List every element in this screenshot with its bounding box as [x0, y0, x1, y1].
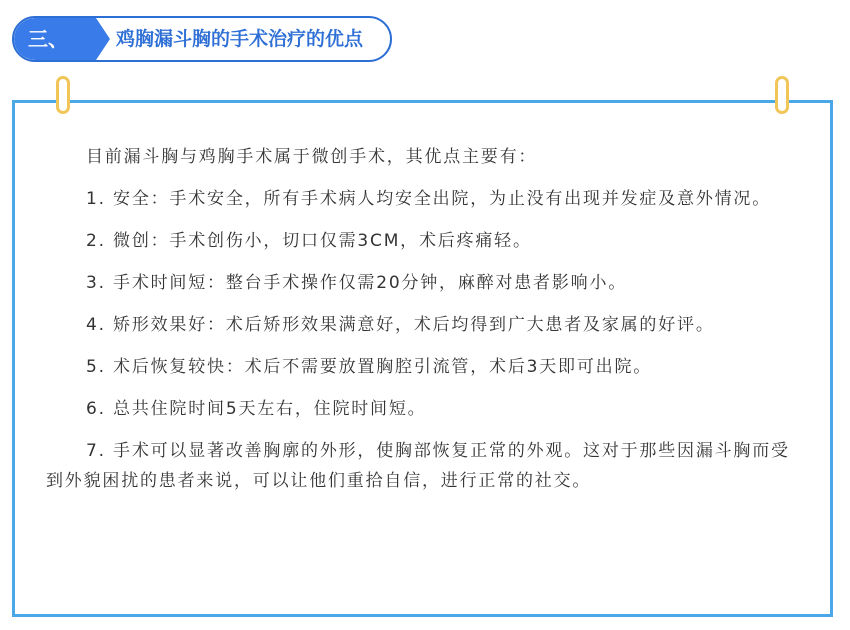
- section-header: [12, 16, 392, 62]
- content-body: [46, 142, 806, 508]
- list-item: 1. 安全：手术安全，所有手术病人均安全出院，为止没有出现并发症及意外情况。: [86, 189, 772, 209]
- list-item: 3. 手术时间短：整台手术操作仅需20分钟，麻醉对患者影响小。: [86, 273, 628, 293]
- list-item: 6. 总共住院时间5天左右，住院时间短。: [86, 399, 427, 419]
- list-item: 4. 矫形效果好：术后矫形效果满意好，术后均得到广大患者及家属的好评。: [86, 315, 715, 335]
- binder-ring-icon: [775, 76, 789, 114]
- section-number: 三、: [14, 18, 96, 60]
- section-title: 鸡胸漏斗胸的手术治疗的优点: [116, 28, 364, 50]
- list-item: 7. 手术可以显著改善胸廓的外形，使胸部恢复正常的外观。这对于那些因漏斗胸而受到外貌困扰的患者来说，可以让他们重拾自信，进行正常的社交。: [46, 441, 790, 491]
- binder-ring-icon: [56, 76, 70, 114]
- list-item: 5. 术后恢复较快：术后不需要放置胸腔引流管，术后3天即可出院。: [86, 357, 653, 377]
- intro-paragraph: 目前漏斗胸与鸡胸手术属于微创手术，其优点主要有：: [86, 147, 538, 167]
- list-item: 2. 微创：手术创伤小，切口仅需3CM，术后疼痛轻。: [86, 231, 532, 251]
